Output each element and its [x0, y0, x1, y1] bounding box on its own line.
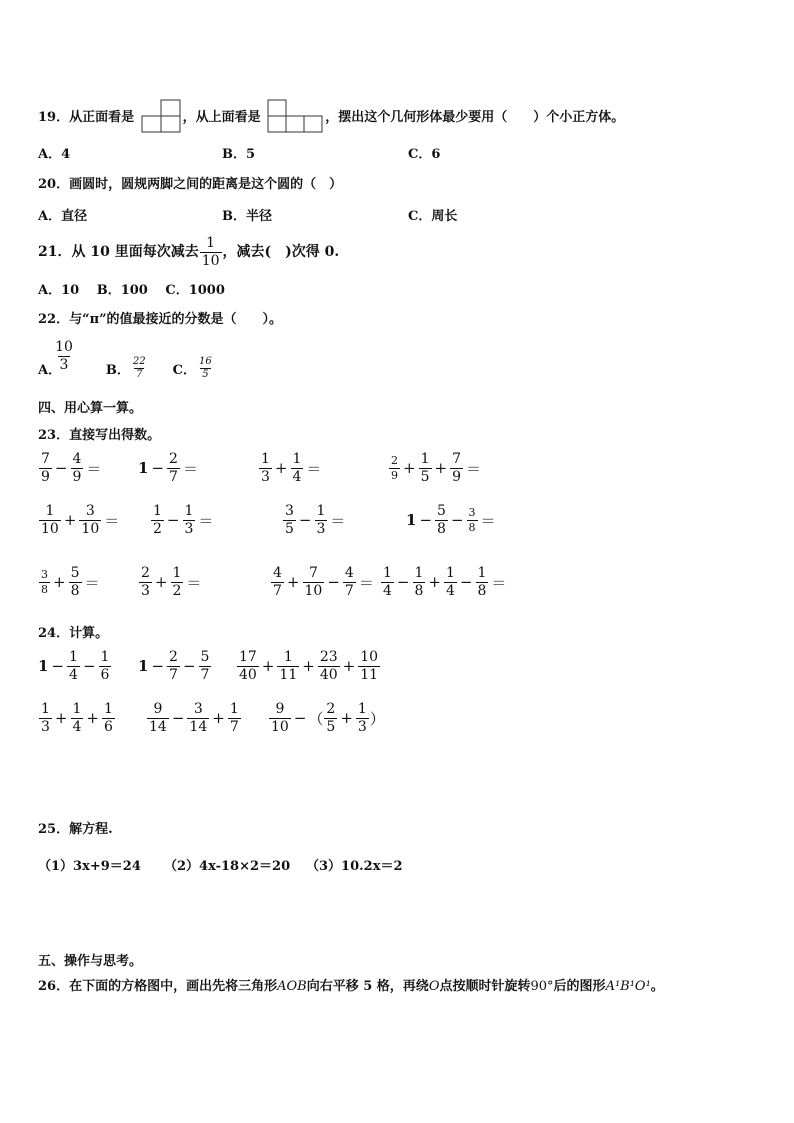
q22-option-a-label: A．: [38, 363, 62, 379]
question-22: 22．与“π”的值最接近的分数是（ ）。: [38, 312, 283, 327]
fraction: $\frac{9}{14}$: [149, 701, 167, 735]
fraction: $\frac{10}{3}$: [55, 339, 73, 373]
expr-23-7: $\frac{3}{5}$ − $\frac{1}{3}$ ＝: [285, 503, 346, 537]
expr-23-1: $\frac{7}{9}$ − $\frac{4}{9}$ ＝: [41, 451, 102, 485]
question-text: 从正面看是: [69, 110, 135, 125]
expr-23-5: $\frac{1}{10}$ + $\frac{3}{10}$ ＝: [41, 503, 120, 537]
q22-option-c-label: C．: [172, 363, 197, 379]
expr-24-5: $\frac{9}{14}$ − $\frac{3}{14}$ + $\frac{1}{7}$: [149, 701, 239, 735]
fraction: $\frac{1}{6}$: [104, 701, 113, 735]
fraction: $\frac{1}{3}$: [184, 503, 194, 537]
fraction: $\frac{2}{7}$: [169, 649, 178, 683]
question-text: ，摆出这个几何形体最少要用（ ）个小正方体。: [325, 110, 625, 125]
fraction: $\frac{7}{10}$: [304, 565, 323, 599]
fraction: $\frac{1}{4}$: [69, 649, 78, 683]
fraction: $\frac{5}{7}$: [200, 649, 210, 683]
q22-options: [38, 340, 215, 380]
q20-option-a: A．直径: [38, 209, 88, 224]
question-text: 向右平移 5 格，再绕: [306, 979, 429, 994]
section-5-heading: 五、操作与思考。: [38, 954, 143, 969]
question-number: 19．: [38, 110, 70, 125]
fraction: $\frac{3}{10}$: [81, 503, 100, 537]
fraction: $\frac{2}{7}$: [169, 451, 178, 485]
q20-option-b: B．半径: [222, 209, 272, 224]
question-19: [38, 99, 624, 133]
fraction: $\frac{1}{4}$: [292, 451, 302, 485]
expr-23-12: $\frac{1}{4}$ − $\frac{1}{8}$ + $\frac{1}{4}$ − $\frac{1}{8}$ ＝: [383, 565, 507, 599]
fraction: $\frac{7}{9}$: [41, 451, 50, 485]
fraction: $\frac{1}{10}$: [41, 503, 59, 537]
fraction: $\frac{1}{6}$: [100, 649, 110, 683]
fraction: $\frac{3}{8}$: [468, 506, 476, 534]
expr-23-4: $\frac{2}{9}$ + $\frac{1}{5}$ + $\frac{7}{9}$ ＝: [391, 451, 482, 485]
fraction: $\frac{1}{4}$: [446, 565, 455, 599]
result-figure-label: A¹B¹O¹: [605, 979, 651, 994]
fraction: $\frac{4}{9}$: [72, 451, 82, 485]
angle-value: 90°: [530, 979, 554, 994]
fraction: $\frac{3}{14}$: [189, 701, 208, 735]
equation-1: （1）3x+9＝24: [38, 859, 141, 874]
expr-23-8: 1 − $\frac{5}{8}$ − $\frac{3}{8}$ ＝: [406, 503, 496, 537]
q20-option-c: C．周长: [408, 209, 458, 224]
question-text: 26．在下面的方格图中，画出先将三角形: [38, 979, 278, 994]
question-20: 20．画圆时，圆规两脚之间的距离是这个圆的（ ）: [38, 177, 343, 192]
fraction: $\frac{1}{10}$: [201, 235, 220, 269]
question-23-title: 23．直接写出得数。: [38, 428, 161, 443]
question-text: 21．从 10 里面每次减去: [38, 244, 199, 261]
fraction: $\frac{1}{3}$: [316, 503, 326, 537]
expr-24-1: 1 − $\frac{1}{4}$ − $\frac{1}{6}$: [38, 649, 110, 683]
expr-23-9: $\frac{3}{8}$ + $\frac{5}{8}$ ＝: [41, 565, 100, 599]
fraction: $\frac{5}{8}$: [437, 503, 446, 537]
question-26: [38, 980, 664, 993]
top-view-figure: [267, 99, 323, 133]
expr-23-2: 1 − $\frac{2}{7}$ ＝: [138, 451, 198, 485]
expr-24-2: 1 − $\frac{2}{7}$ − $\frac{5}{7}$: [138, 649, 210, 683]
fraction: $\frac{1}{8}$: [414, 565, 424, 599]
q22-option-b-label: B．: [105, 363, 130, 379]
fraction: $\frac{1}{3}$: [357, 701, 367, 735]
expr-24-6: $\frac{9}{10}$ − （ $\frac{2}{5}$ + $\frac{1}{3}$ ）: [271, 701, 385, 735]
question-text: ，减去( )次得 0.: [222, 244, 340, 261]
expr-24-4: $\frac{1}{3}$ + $\frac{1}{4}$ + $\frac{1}{6}$: [41, 701, 113, 735]
equation-3: （3）10.2x＝2: [306, 859, 403, 874]
fraction: $\frac{1}{4}$: [383, 565, 392, 599]
section-4-heading: 四、用心算一算。: [38, 401, 143, 416]
question-text: 后的图形: [553, 979, 606, 994]
fraction: $\frac{1}{2}$: [153, 503, 162, 537]
fraction: $\frac{1}{2}$: [172, 565, 182, 599]
front-view-figure: [141, 99, 181, 133]
fraction: $\frac{3}{5}$: [285, 503, 294, 537]
fraction: $\frac{1}{4}$: [72, 701, 82, 735]
expr-24-3: $\frac{17}{40}$ + $\frac{1}{11}$ + $\frac{23}{40}$ + $\frac{10}{11}$: [239, 649, 379, 683]
fraction: $\frac{2}{9}$: [391, 454, 398, 482]
expr-23-11: $\frac{4}{7}$ + $\frac{7}{10}$ − $\frac{4}{7}$ ＝: [273, 565, 374, 599]
fraction: $\frac{4}{7}$: [344, 565, 354, 599]
question-text: 点按顺时针旋转: [439, 979, 531, 994]
expr-23-10: $\frac{2}{3}$ + $\frac{1}{2}$ ＝: [141, 565, 202, 599]
q19-option-c: C．6: [408, 147, 441, 162]
question-text: ，从上面看是: [182, 110, 261, 125]
fraction: $\frac{5}{8}$: [70, 565, 80, 599]
question-24-title: 24．计算。: [38, 626, 109, 641]
fraction: $\frac{2}{3}$: [141, 565, 150, 599]
fraction: $\frac{7}{9}$: [452, 451, 461, 485]
fraction: $\frac{1}{7}$: [229, 701, 239, 735]
question-text: 。: [650, 979, 664, 994]
fraction: $\frac{1}{3}$: [261, 451, 270, 485]
point-label: O: [428, 979, 440, 994]
triangle-label: AOB: [277, 979, 307, 994]
fraction: $\frac{1}{11}$: [279, 649, 298, 683]
expr-23-6: $\frac{1}{2}$ − $\frac{1}{3}$ ＝: [153, 503, 214, 537]
fraction: $\frac{1}{8}$: [477, 565, 487, 599]
fraction: $\frac{4}{7}$: [273, 565, 282, 599]
fraction: $\frac{22}{7}$: [132, 356, 146, 381]
fraction: $\frac{1}{3}$: [41, 701, 50, 735]
equation-2: （2）4x-18×2＝20: [164, 859, 291, 874]
fraction: $\frac{17}{40}$: [239, 649, 257, 683]
q19-option-b: B．5: [222, 147, 256, 162]
fraction: $\frac{2}{5}$: [326, 701, 336, 735]
expr-23-3: $\frac{1}{3}$ + $\frac{1}{4}$ ＝: [261, 451, 322, 485]
fraction: $\frac{23}{40}$: [319, 649, 338, 683]
fraction: $\frac{9}{10}$: [271, 701, 289, 735]
q19-option-a: A．4: [38, 147, 71, 162]
q21-options: A．10 B．100 C．1000: [38, 283, 225, 298]
fraction: $\frac{16}{5}$: [199, 356, 212, 381]
fraction: $\frac{10}{11}$: [360, 649, 379, 683]
question-21: [38, 236, 339, 268]
question-25-title: 25．解方程.: [38, 822, 113, 837]
fraction: $\frac{3}{8}$: [41, 568, 48, 596]
fraction: $\frac{1}{5}$: [420, 451, 430, 485]
